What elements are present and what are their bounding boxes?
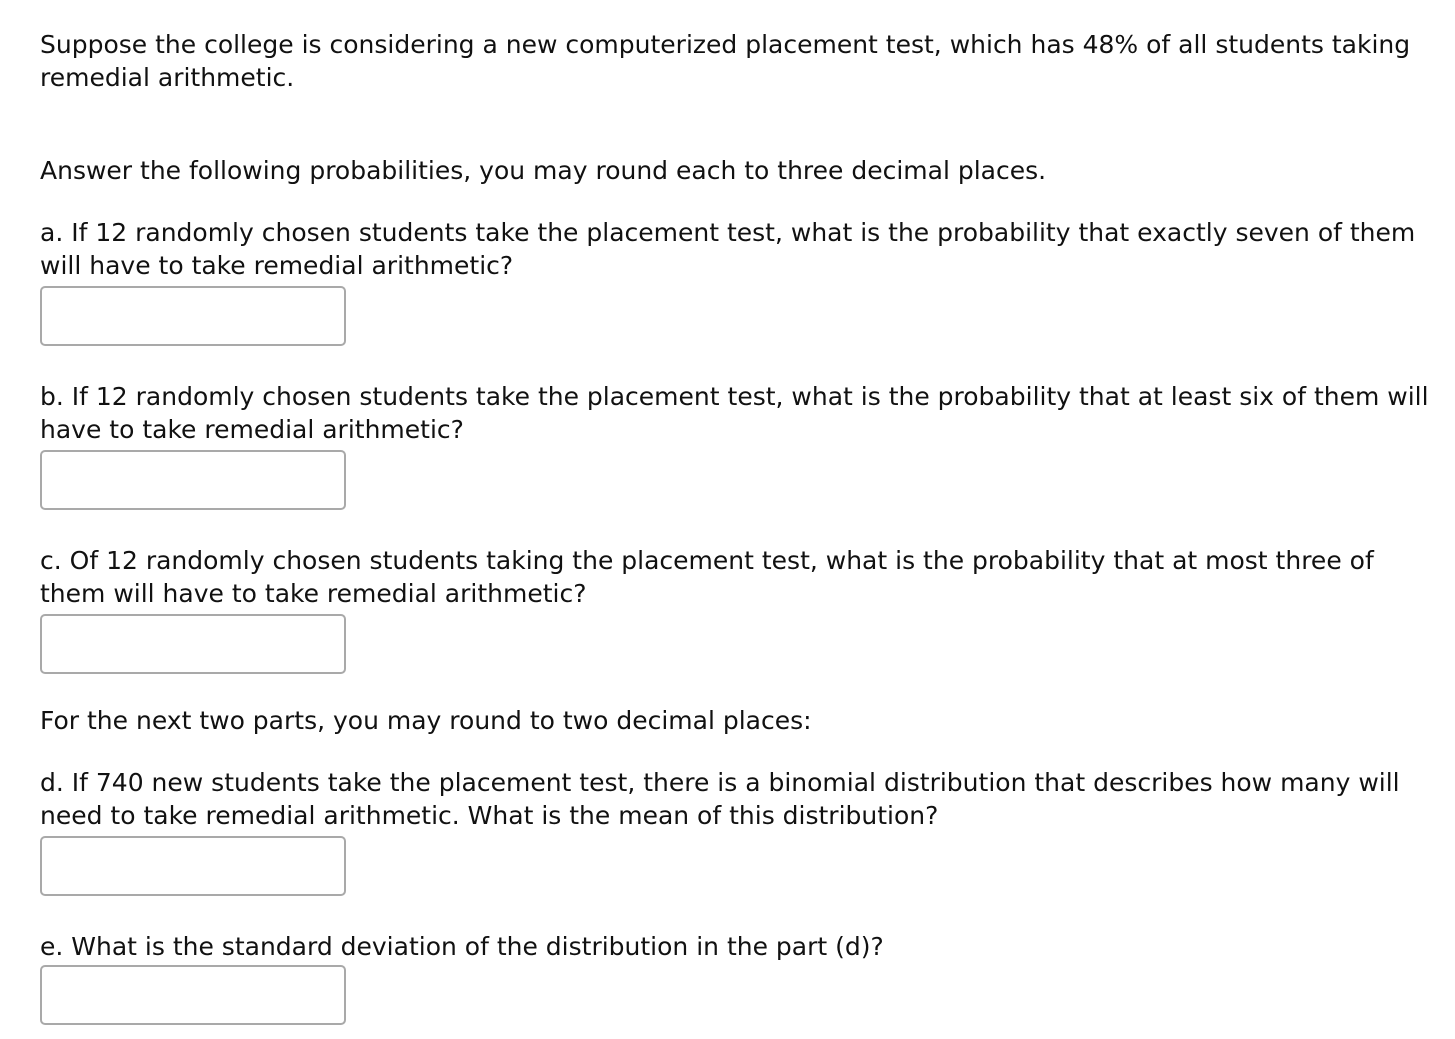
question-e-prompt: e. What is the standard deviation of the distribution in the part (d)? bbox=[40, 932, 884, 961]
question-c bbox=[40, 544, 1435, 674]
question-e bbox=[40, 930, 1435, 1025]
question-d-prompt: d. If 740 new students take the placement test, there is a binomial distribution that describes how many will need to take remedial arithmetic. What is the mean of this distribution? bbox=[40, 768, 1400, 830]
answer-b-input[interactable] bbox=[40, 450, 346, 510]
question-d bbox=[40, 766, 1435, 896]
answer-e-input[interactable] bbox=[40, 965, 346, 1025]
answer-a-input[interactable] bbox=[40, 286, 346, 346]
answer-c-input[interactable] bbox=[40, 614, 346, 674]
question-a-prompt: a. If 12 randomly chosen students take the placement test, what is the probability that exactly seven of them will have to take remedial arithmetic? bbox=[40, 218, 1416, 280]
question-c-prompt: c. Of 12 randomly chosen students taking the placement test, what is the probability that at most three of them will have to take remedial arithmetic? bbox=[40, 546, 1374, 608]
section-note: For the next two parts, you may round to two decimal places: bbox=[40, 706, 812, 735]
problem-intro: Suppose the college is considering a new computerized placement test, which has 48% of all students taking remedial arithmetic. bbox=[40, 30, 1411, 92]
question-b-prompt: b. If 12 randomly chosen students take the placement test, what is the probability that at least six of them will have to take remedial arithmetic? bbox=[40, 382, 1429, 444]
answer-d-input[interactable] bbox=[40, 836, 346, 896]
question-a bbox=[40, 216, 1435, 346]
rounding-instructions: Answer the following probabilities, you may round each to three decimal places. bbox=[40, 156, 1047, 185]
question-page bbox=[40, 28, 1435, 1039]
question-b bbox=[40, 380, 1435, 510]
